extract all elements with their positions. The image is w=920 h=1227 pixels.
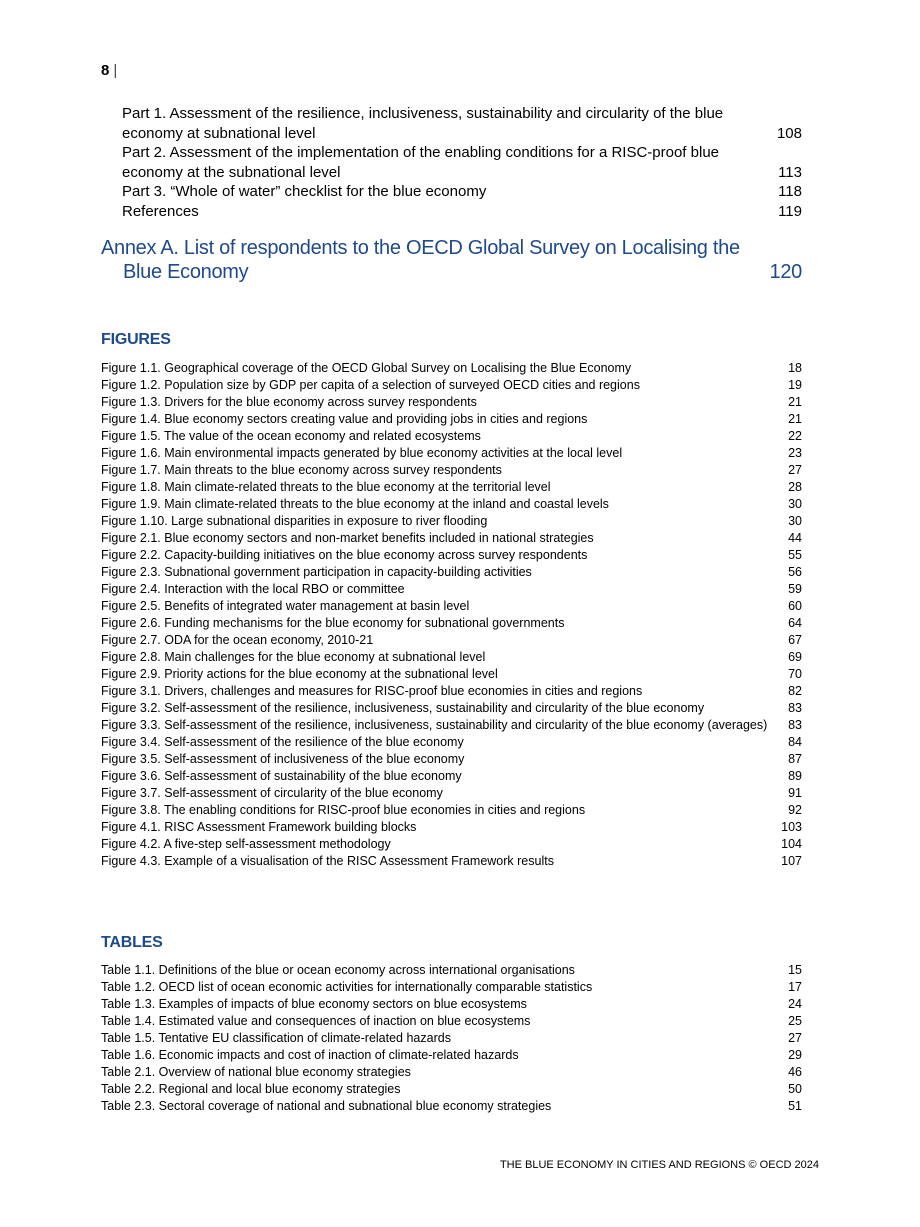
page-number-text: 8 [101,62,110,79]
figure-entry[interactable] [101,445,802,462]
figure-entry-page: 92 [788,803,802,817]
figure-entry-page: 30 [788,497,802,511]
figure-entry[interactable] [101,547,802,564]
figure-entry-title: Figure 3.4. Self-assessment of the resilience of the blue economy [101,735,464,749]
figure-entry-title: Figure 1.1. Geographical coverage of the OECD Global Survey on Localising the Blue Economy [101,361,632,375]
annex-page: 120 [769,261,802,283]
figure-entry-page: 89 [788,769,802,783]
table-entry-title: Table 2.2. Regional and local blue economy strategies [101,1082,401,1096]
figure-entry-title: Figure 4.3. Example of a visualisation of the RISC Assessment Framework results [101,854,554,868]
figure-entry-title: Figure 3.2. Self-assessment of the resilience, inclusiveness, sustainability and circularity of the blue economy [101,701,705,715]
figure-entry-title: Figure 3.7. Self-assessment of circularity of the blue economy [101,786,443,800]
figure-entry-title: Figure 1.9. Main climate-related threats to the blue economy at the inland and coastal levels [101,497,609,511]
table-entry[interactable] [101,1047,802,1064]
page-footer: THE BLUE ECONOMY IN CITIES AND REGIONS © OECD 2024 [499,1159,819,1171]
figure-entry-title: Figure 4.2. A five-step self-assessment methodology [101,837,391,851]
figure-entry[interactable] [101,615,802,632]
figure-entry-title: Figure 1.10. Large subnational disparities in exposure to river flooding [101,514,488,528]
table-entry[interactable] [101,1013,802,1030]
figure-entry[interactable] [101,598,802,615]
figure-entry[interactable] [101,649,802,666]
figure-entry-page: 21 [788,412,802,426]
figure-entry-title: Figure 1.6. Main environmental impacts generated by blue economy activities at the local level [101,446,623,460]
toc-entry-title: Part 3. “Whole of water” checklist for the blue economy [122,183,487,200]
figure-entry-page: 70 [788,667,802,681]
page-number [101,62,117,80]
figure-entry[interactable] [101,734,802,751]
table-entry[interactable] [101,1030,802,1047]
toc-entry[interactable] [122,202,802,222]
figure-entry-title: Figure 3.8. The enabling conditions for RISC-proof blue economies in cities and regions [101,803,586,817]
annex-title: Annex A. List of respondents to the OECD Global Survey on Localising the Blue Economy [101,237,740,283]
toc-entry-page: 118 [778,183,802,200]
figure-entry[interactable] [101,411,802,428]
toc-annex-entry[interactable] [101,236,802,284]
figure-entry[interactable] [101,496,802,513]
table-entry[interactable] [101,1098,802,1115]
figure-entry[interactable] [101,853,802,870]
table-entry-page: 15 [788,963,802,977]
toc-entry-title: Part 2. Assessment of the implementation of the enabling conditions for a RISC-proof blue economy at the subnational level [122,144,719,181]
toc-entry-page: 113 [778,163,802,181]
table-entry-page: 24 [788,997,802,1011]
figure-entry[interactable] [101,479,802,496]
toc-entry[interactable] [122,182,802,202]
figure-entry-page: 104 [781,837,802,851]
figure-entry[interactable] [101,683,802,700]
figure-entry-title: Figure 1.7. Main threats to the blue economy across survey respondents [101,463,502,477]
figure-entry[interactable] [101,802,802,819]
figure-entry[interactable] [101,785,802,802]
toc-entry[interactable] [122,104,802,143]
figure-entry[interactable] [101,700,802,717]
figure-entry-page: 23 [788,446,802,460]
figure-entry[interactable] [101,428,802,445]
figure-entry-title: Figure 1.2. Population size by GDP per capita of a selection of surveyed OECD cities and regions [101,378,640,392]
toc-entry-page: 108 [776,124,802,142]
figure-entry[interactable] [101,666,802,683]
figure-entry-page: 60 [788,599,802,613]
figure-entry-page: 67 [788,633,802,647]
page-number-divider: | [113,62,118,79]
table-entry-title: Table 2.3. Sectoral coverage of national and subnational blue economy strategies [101,1099,552,1113]
figure-entry-page: 59 [788,582,802,596]
figure-entry-title: Figure 3.6. Self-assessment of sustainability of the blue economy [101,769,462,783]
figure-entry-page: 18 [788,361,802,375]
figure-entry-title: Figure 2.4. Interaction with the local RBO or committee [101,582,405,596]
figure-entry-title: Figure 2.6. Funding mechanisms for the blue economy for subnational governments [101,616,565,630]
toc-entry-title: References [122,202,199,220]
figure-entry-page: 55 [788,548,802,562]
toc-parts-list [122,104,802,221]
figure-entry-title: Figure 3.3. Self-assessment of the resilience, inclusiveness, sustainability and circularity of the blue economy (averages) [101,718,768,732]
figure-entry-title: Figure 4.1. RISC Assessment Framework building blocks [101,820,417,834]
figure-entry-page: 82 [788,684,802,698]
figure-entry[interactable] [101,632,802,649]
table-entry-title: Table 1.1. Definitions of the blue or ocean economy across international organisations [101,963,575,977]
figure-entry-page: 28 [788,480,802,494]
toc-entry-title: Part 1. Assessment of the resilience, inclusiveness, sustainability and circularity of the blue economy at subnational level [122,105,724,142]
figure-entry-page: 21 [788,395,802,409]
figure-entry-title: Figure 2.8. Main challenges for the blue economy at subnational level [101,650,486,664]
figure-entry-title: Figure 2.1. Blue economy sectors and non-market benefits included in national strategies [101,531,594,545]
figure-entry[interactable] [101,836,802,853]
figure-entry[interactable] [101,564,802,581]
figure-entry-page: 19 [788,378,802,392]
table-entry-title: Table 1.3. Examples of impacts of blue economy sectors on blue ecosystems [101,997,527,1011]
figure-entry-page: 84 [788,735,802,749]
table-entry-page: 51 [788,1099,802,1113]
figure-entry-page: 69 [788,650,802,664]
table-entry-title: Table 1.5. Tentative EU classification of climate-related hazards [101,1031,451,1045]
figure-entry[interactable] [101,819,802,836]
figure-entry[interactable] [101,462,802,479]
figure-entry-page: 91 [788,786,802,800]
figure-entry-title: Figure 1.4. Blue economy sectors creating value and providing jobs in cities and regions [101,412,588,426]
figure-entry[interactable] [101,377,802,394]
table-entry-title: Table 2.1. Overview of national blue economy strategies [101,1065,411,1079]
figure-entry[interactable] [101,751,802,768]
figure-entry-page: 103 [781,820,802,834]
figure-entry-page: 107 [781,854,802,868]
figures-list [101,360,802,870]
figure-entry-title: Figure 2.2. Capacity-building initiatives on the blue economy across survey respondents [101,548,588,562]
figure-entry-page: 83 [788,701,802,715]
table-entry[interactable] [101,996,802,1013]
toc-entry-page: 119 [778,202,802,220]
toc-entry[interactable] [122,143,802,182]
figure-entry-page: 27 [788,463,802,477]
table-entry[interactable] [101,1064,802,1081]
figure-entry-page: 44 [788,531,802,545]
figure-entry-title: Figure 3.1. Drivers, challenges and measures for RISC-proof blue economies in cities and regions [101,684,643,698]
table-entry[interactable] [101,1081,802,1098]
figure-entry-title: Figure 2.9. Priority actions for the blue economy at the subnational level [101,667,498,681]
figure-entry[interactable] [101,513,802,530]
table-entry-page: 27 [788,1031,802,1045]
table-entry-title: Table 1.6. Economic impacts and cost of inaction of climate-related hazards [101,1048,519,1062]
figure-entry-title: Figure 2.7. ODA for the ocean economy, 2010-21 [101,633,374,647]
figure-entry-title: Figure 2.3. Subnational government participation in capacity-building activities [101,565,532,579]
figure-entry-title: Figure 1.8. Main climate-related threats to the blue economy at the territorial level [101,480,551,494]
figure-entry-page: 30 [788,514,802,528]
figure-entry[interactable] [101,530,802,547]
figure-entry-page: 87 [788,752,802,766]
figures-heading: FIGURES [101,331,171,348]
table-entry-page: 29 [788,1048,802,1062]
figure-entry-page: 56 [788,565,802,579]
figure-entry-title: Figure 1.5. The value of the ocean economy and related ecosystems [101,429,481,443]
figure-entry-title: Figure 2.5. Benefits of integrated water management at basin level [101,599,470,613]
figure-entry[interactable] [101,717,802,734]
figure-entry[interactable] [101,394,802,411]
table-entry-title: Table 1.4. Estimated value and consequences of inaction on blue ecosystems [101,1014,531,1028]
tables-heading: TABLES [101,934,163,951]
table-entry-page: 50 [788,1082,802,1096]
figure-entry[interactable] [101,360,802,377]
figure-entry-title: Figure 1.3. Drivers for the blue economy across survey respondents [101,395,477,409]
table-entry[interactable] [101,979,802,996]
figure-entry-page: 83 [788,718,802,732]
table-entry-page: 25 [788,1014,802,1028]
table-entry-page: 17 [788,980,802,994]
figure-entry[interactable] [101,768,802,785]
table-entry-title: Table 1.2. OECD list of ocean economic activities for internationally comparable statistics [101,980,593,994]
table-entry-page: 46 [788,1065,802,1079]
table-entry[interactable] [101,962,802,979]
tables-list [101,962,802,1115]
figure-entry-page: 64 [788,616,802,630]
figure-entry-title: Figure 3.5. Self-assessment of inclusiveness of the blue economy [101,752,465,766]
figure-entry[interactable] [101,581,802,598]
figure-entry-page: 22 [788,429,802,443]
